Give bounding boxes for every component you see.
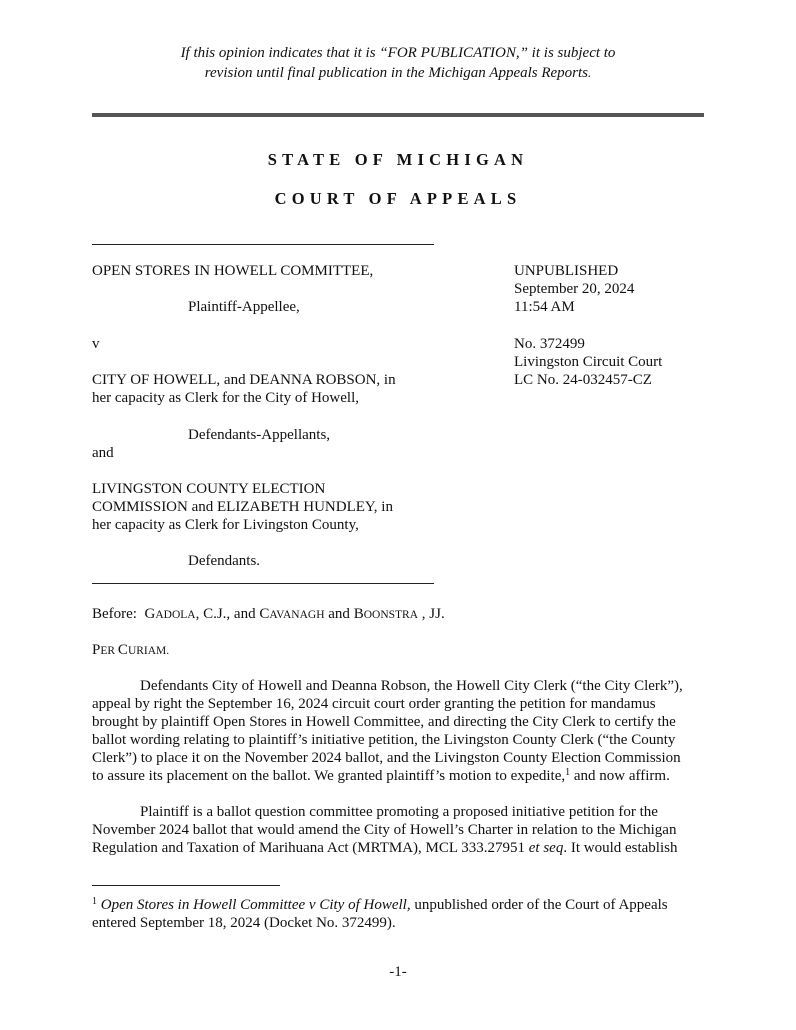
- para1-line1: Defendants City of Howell and Deanna Robson, the Howell City Clerk (“the City Clerk”),: [140, 678, 683, 694]
- panel-line: Before: GADOLA, C.J., and CAVANAGH and BOONSTRA , JJ.: [92, 606, 445, 622]
- plaintiff-role: Plaintiff-Appellee,: [188, 299, 300, 315]
- defendant1-line1: CITY OF HOWELL, and DEANNA ROBSON, in: [92, 372, 396, 388]
- and-label: and: [92, 445, 114, 461]
- para1-line2: appeal by right the September 16, 2024 circuit court order granting the petition for mandamus: [92, 696, 656, 712]
- para1-line4: ballot wording relating to plaintiff’s initiative petition, the Livingston County Clerk (“the County: [92, 732, 676, 748]
- versus: v: [92, 336, 100, 352]
- footnote-rule: [92, 885, 280, 886]
- defendants-role: Defendants.: [188, 553, 261, 569]
- defendant2-line1: LIVINGSTON COUNTY ELECTION: [92, 481, 326, 497]
- caption-rule-bottom: [92, 583, 434, 584]
- para1-line6: to assure its placement on the ballot. We granted plaintiff’s motion to expedite,$^1$ and now affirm.: [92, 767, 670, 784]
- defendant2-line2: COMMISSION and ELIZABETH HUNDLEY, in: [92, 499, 393, 515]
- status-label: UNPUBLISHED: [514, 263, 619, 279]
- footnote-line1: $^1$ Open Stores in Howell Committee v City of Howell, unpublished order of the Court of Appeals: [92, 896, 668, 913]
- para1-line5: Clerk”) to place it on the November 2024 ballot, and the Livingston County Election Commission: [92, 750, 681, 766]
- decision-date: September 20, 2024: [514, 281, 635, 297]
- para1-line3: brought by plaintiff Open Stores in Howell Committee, and directing the City Clerk to certify the: [92, 714, 676, 730]
- para2-line1: Plaintiff is a ballot question committee promoting a proposed initiative petition for the: [140, 804, 658, 820]
- lower-court-number: LC No. 24-032457-CZ: [514, 372, 652, 388]
- defendant1-line2: her capacity as Clerk for the City of Howell,: [92, 390, 359, 406]
- per-curiam: PER CURIAM.: [92, 642, 170, 658]
- publication-notice: [0, 44, 796, 83]
- docket-number: No. 372499: [514, 336, 585, 352]
- para2-line3: Regulation and Taxation of Marihuana Act (MRTMA), MCL 333.27951 et seq. It would establish: [92, 840, 678, 856]
- page-number: -1-: [389, 964, 407, 980]
- decision-time: 11:54 AM: [514, 299, 575, 315]
- notice-line-2: revision until final publication in the Michigan Appeals Reports.: [204, 65, 592, 81]
- court-title: COURT OF APPEALS: [274, 189, 522, 208]
- defendants-appellants-role: Defendants-Appellants,: [188, 427, 331, 443]
- para2-line2: November 2024 ballot that would amend the City of Howell’s Charter in relation to the Michigan: [92, 822, 677, 838]
- plaintiff-name: OPEN STORES IN HOWELL COMMITTEE,: [92, 263, 374, 279]
- caption-rule-top: [92, 244, 434, 245]
- state-title: STATE OF MICHIGAN: [267, 150, 529, 169]
- defendant2-line3: her capacity as Clerk for Livingston County,: [92, 517, 359, 533]
- lower-court: Livingston Circuit Court: [514, 354, 663, 370]
- notice-line-1: If this opinion indicates that it is “FOR PUBLICATION,” it is subject to: [180, 45, 616, 61]
- footnote-line2: entered September 18, 2024 (Docket No. 372499).: [92, 915, 396, 931]
- header-rule: [92, 113, 704, 117]
- footnote-ref: 1: [565, 767, 571, 778]
